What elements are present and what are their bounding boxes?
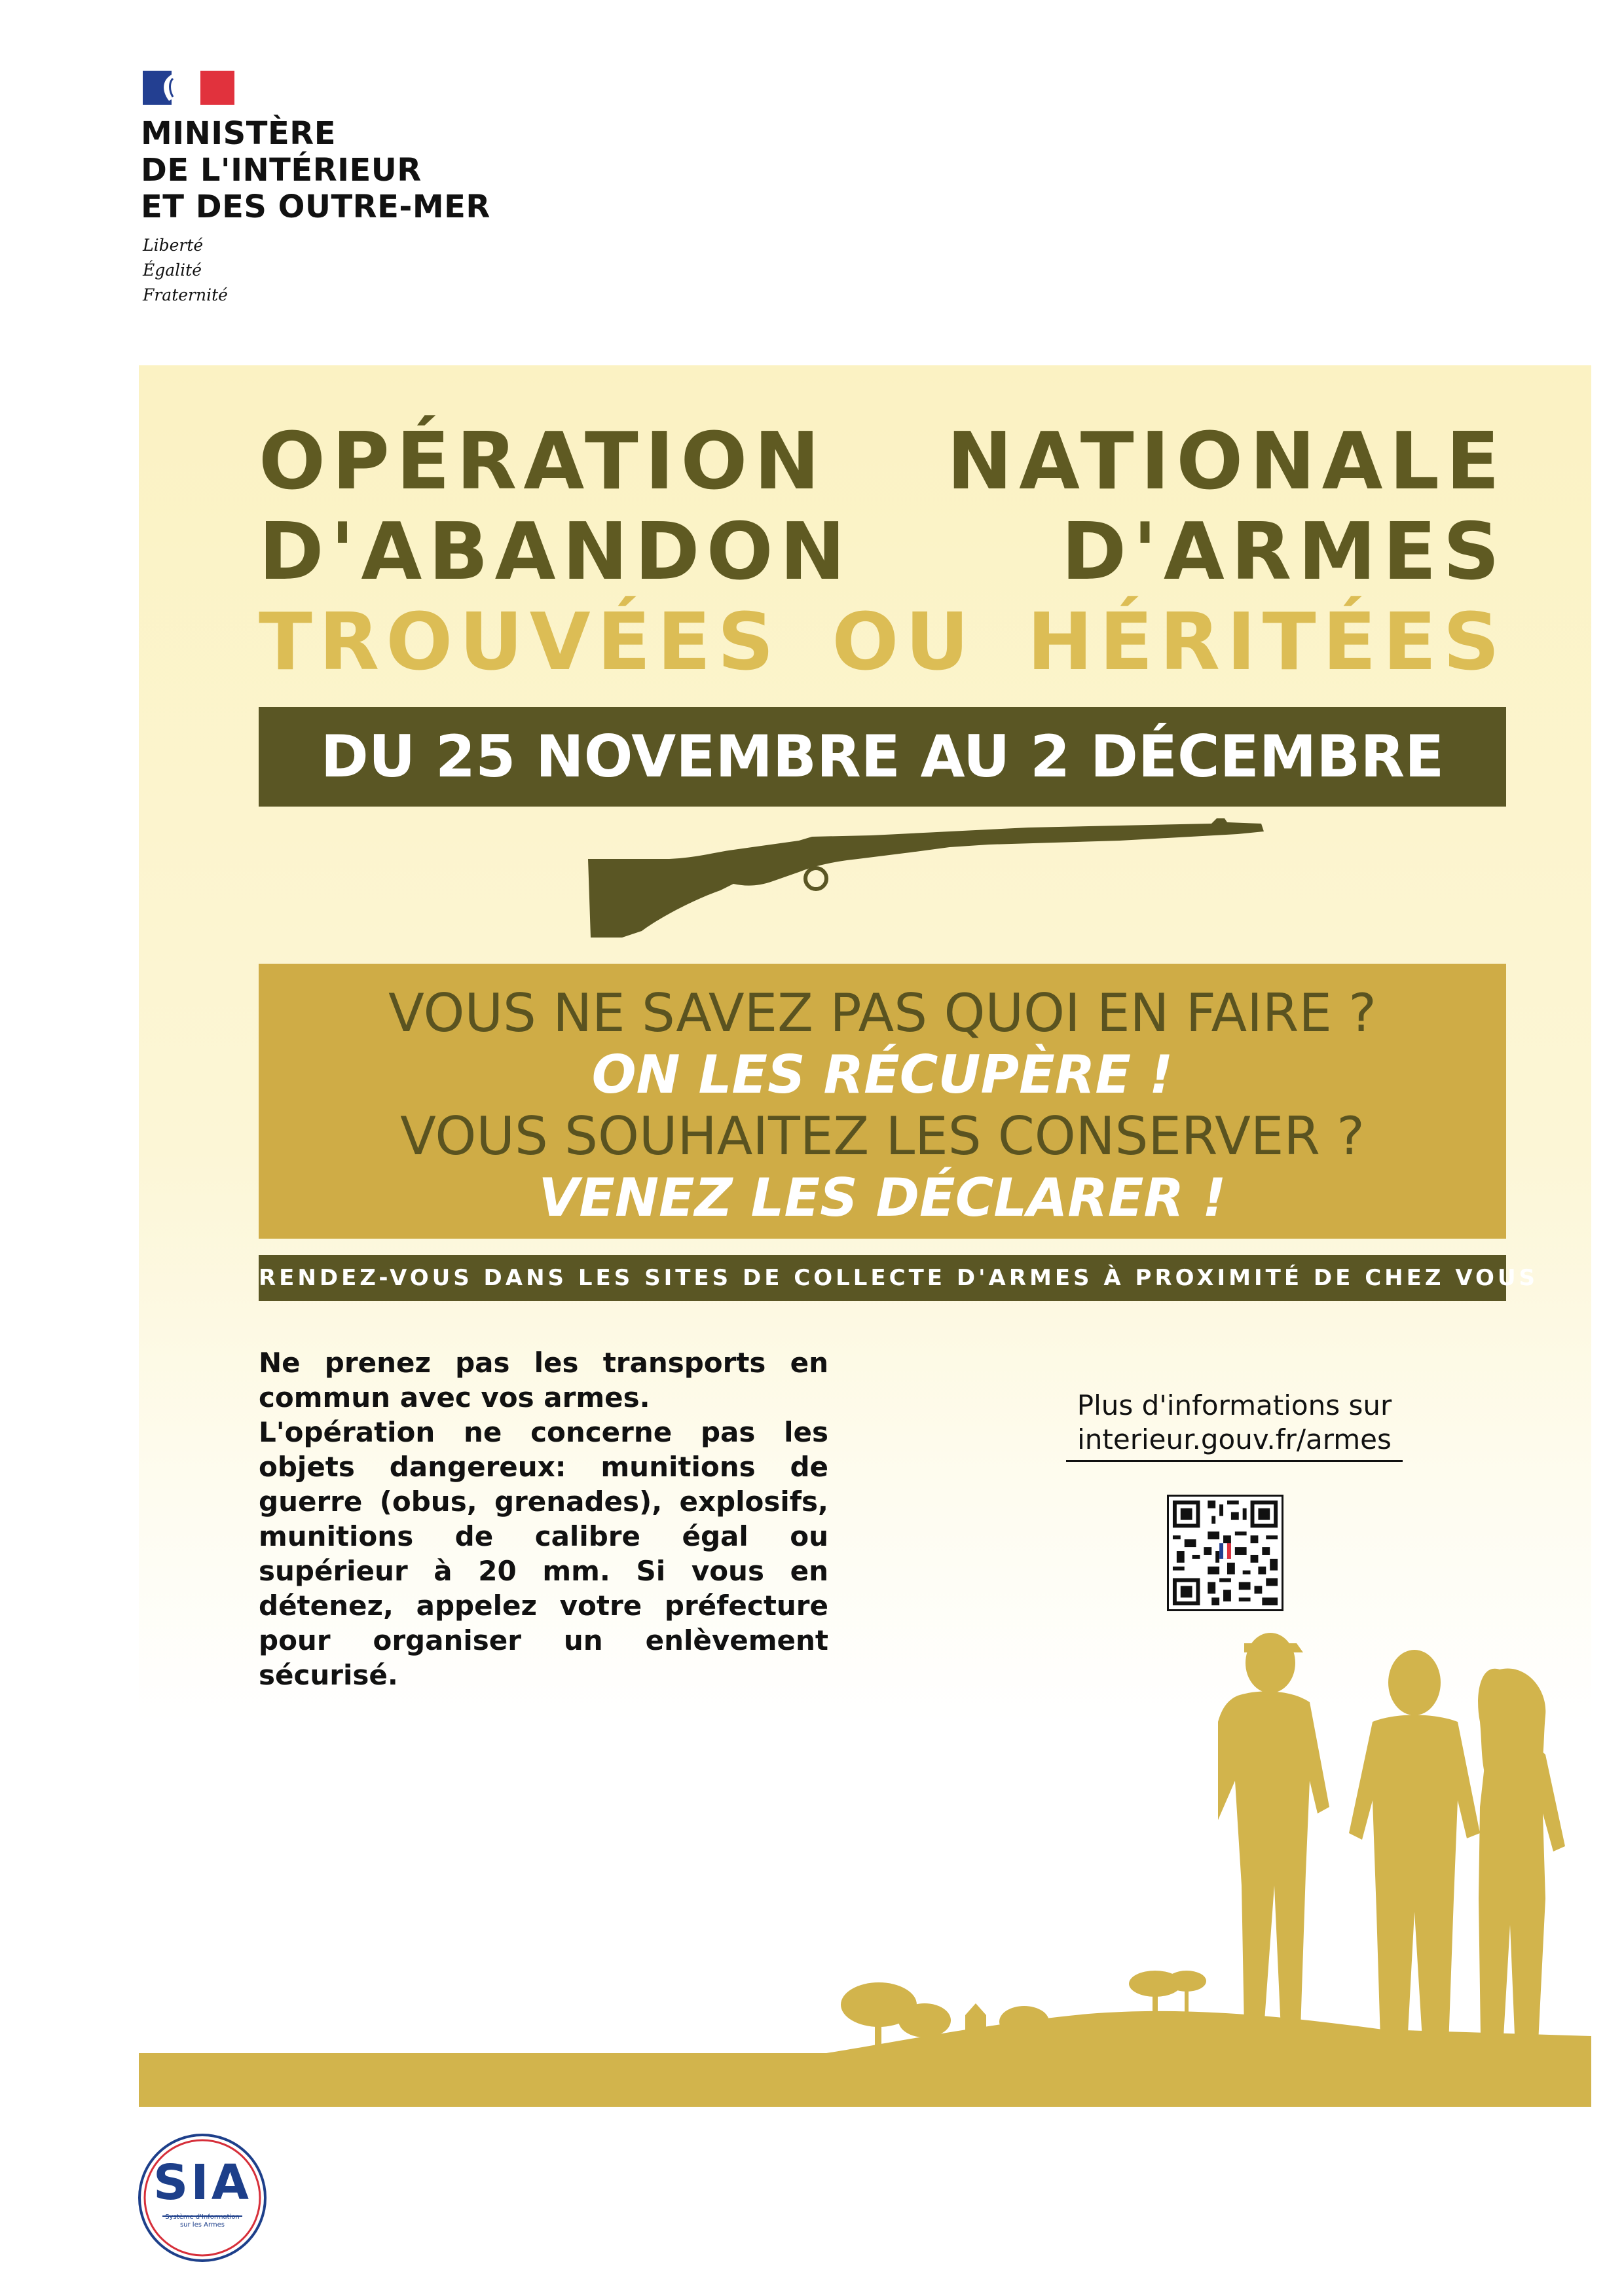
notice-paragraph-2: L'opération ne concerne pas les objets dangereux: munitions de guerre (obus, grenades), explosifs, munitions de calibre égal ou supérieur à 20 mm. Si vous en détenez, appelez votre préfecture pour organiser un enlèvement sécurisé. [259, 1416, 828, 1691]
answer-2: VENEZ LES DÉCLARER ! [538, 1167, 1227, 1228]
notice-paragraph-1: Ne prenez pas les transports en commun avec vos armes. [259, 1347, 828, 1413]
info-link[interactable]: interieur.gouv.fr/armes [1066, 1422, 1403, 1462]
question-2: VOUS SOUHAITEZ LES CONSERVER ? [400, 1106, 1365, 1167]
title-line-3: TROUVÉES OU HÉRITÉES [259, 597, 1506, 688]
ministry-name: MINISTÈRE DE L'INTÉRIEUR ET DES OUTRE-MER [141, 115, 490, 225]
rendezvous-text: RENDEZ-VOUS DANS LES SITES DE COLLECTE D'ARMES À PROXIMITÉ DE CHEZ VOUS [259, 1265, 1539, 1291]
people-silhouette-icon [1218, 1624, 1591, 2095]
qr-code-icon[interactable] [1167, 1495, 1283, 1611]
date-range: DU 25 NOVEMBRE AU 2 DÉCEMBRE [320, 723, 1445, 790]
marianne-flag-icon [143, 71, 234, 105]
rifle-icon [583, 818, 1270, 940]
notice-text [259, 1345, 828, 1692]
answer-1: ON LES RÉCUPÈRE ! [591, 1044, 1173, 1105]
title-line-1: OPÉRATION NATIONALE [259, 416, 1506, 507]
question-1: VOUS NE SAVEZ PAS QUOI EN FAIRE ? [388, 983, 1376, 1044]
republic-motto: Liberté Égalité Fraternité [143, 236, 228, 304]
title-line-2: D'ABANDON D'ARMES [259, 507, 1506, 598]
info-label: Plus d'informations sur [1077, 1389, 1392, 1421]
sia-caption: Système d'Information sur les Armes [165, 2214, 240, 2229]
sia-logo-text: SIA [153, 2155, 252, 2211]
